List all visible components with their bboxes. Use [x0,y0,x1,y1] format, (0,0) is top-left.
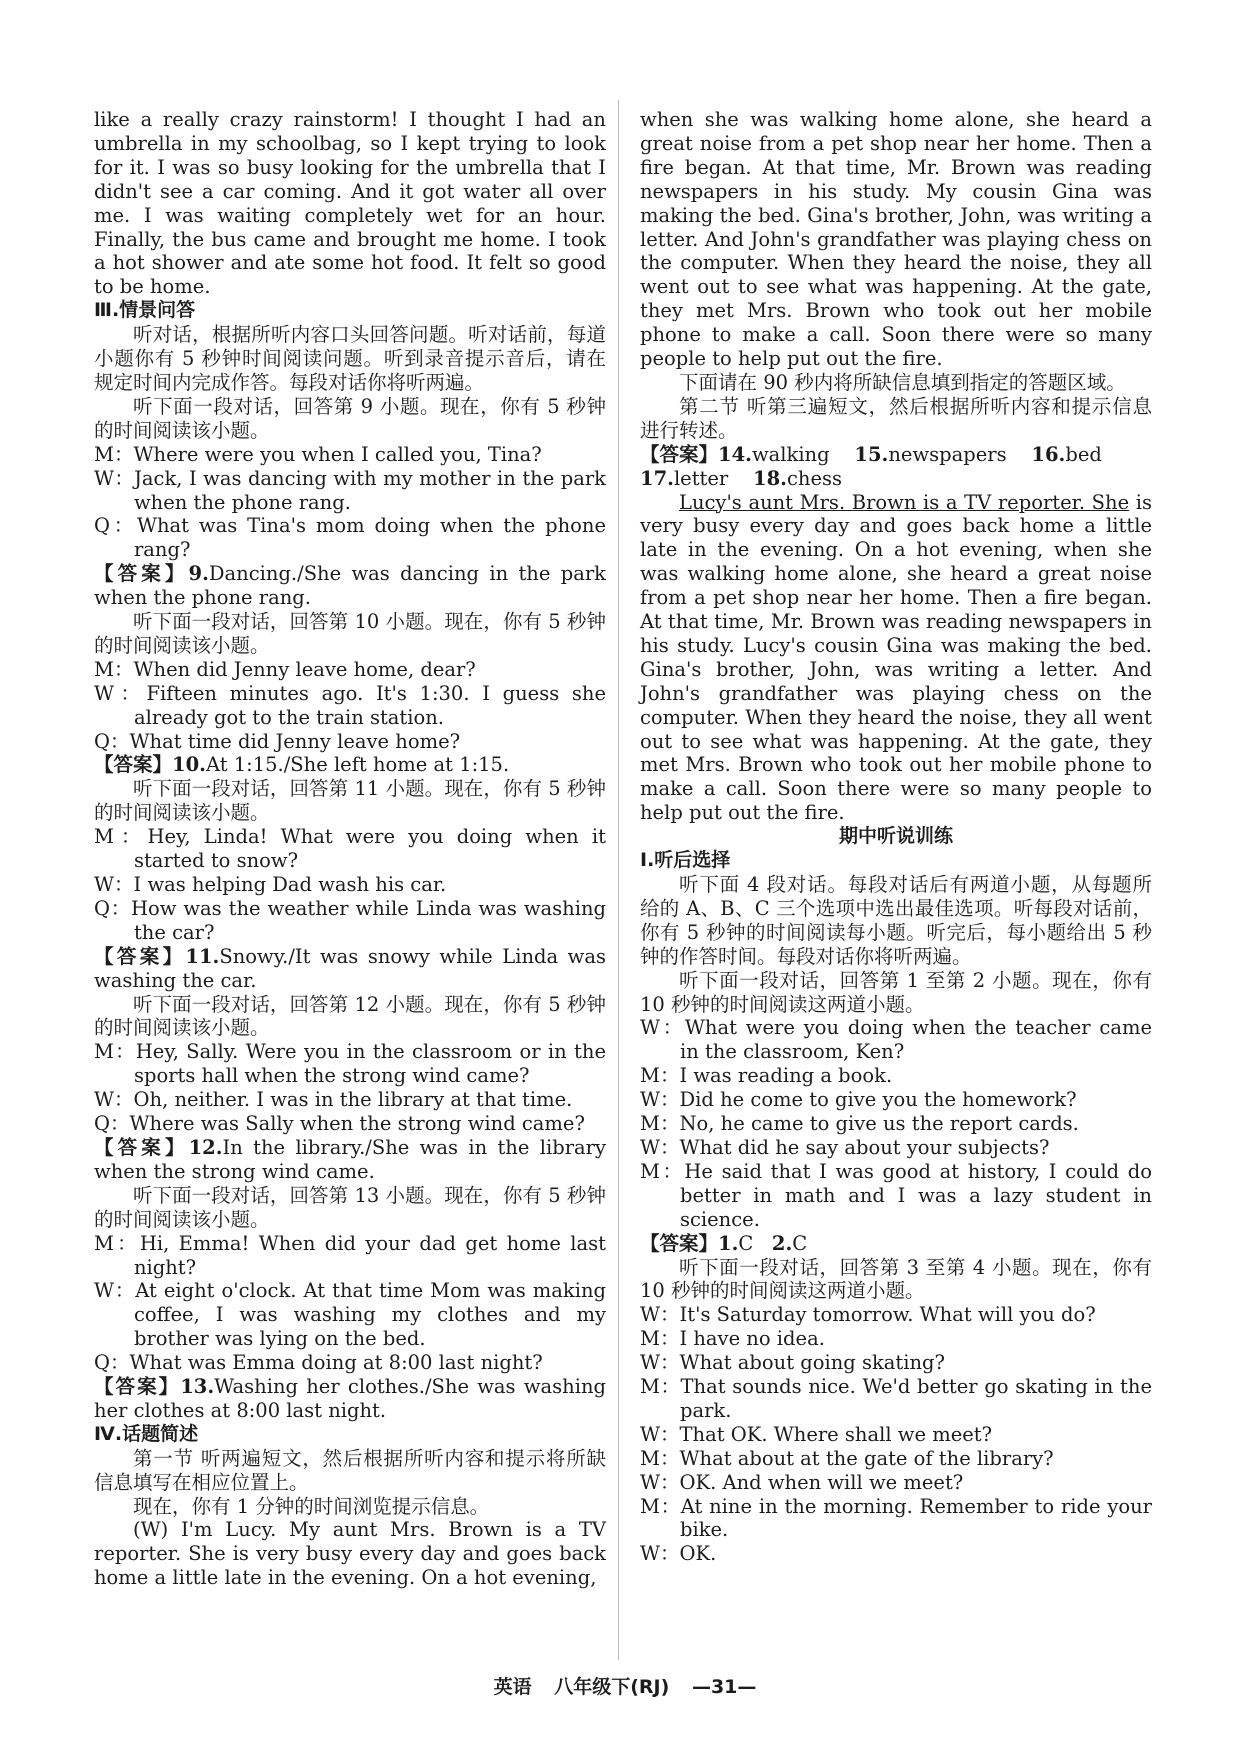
q12-line-w: W：Oh, neither. I was in the library at that time. [94,1088,573,1112]
answer-number: 11. [185,944,220,968]
answer-number: 16. [1031,442,1066,466]
answer-number: 9. [188,562,209,586]
answer-text: chess [786,466,843,490]
answer-text: newspapers [888,442,1007,466]
answer-number: 14. [718,442,752,466]
dialog2-line: W：What about going skating? [640,1351,945,1375]
answer-text: letter [673,466,729,490]
q11-line-m: M：Hey, Linda! What were you doing when it started to snow? [94,825,606,873]
q11-prompt: 听下面一段对话，回答第 11 小题。现在，你有 5 秒钟的时间阅读该小题。 [94,777,606,825]
footer-grade: 八年级下(RJ) [554,1676,670,1698]
answer-label: 【答案】 [640,442,719,466]
q9-prompt: 听下面一段对话，回答第 9 小题。现在，你有 5 秒钟的时间阅读该小题。 [94,394,606,442]
answer-text: At 1:15./She left home at 1:15. [205,753,510,777]
section-1-instructions: 听下面 4 段对话。每段对话后有两道小题，从每题所给的 A、B、C 三个选项中选出最佳选项。听每段对话前，你有 5 秒钟的时间阅读每小题。听完后，每小题给出 5 秒钟的作答时间。每段对话你将听两遍。 [640,873,1152,968]
q13-line-w: W：At eight o'clock. At that time Mom was making coffee, I was washing my clothes and my brother was lying on the bed. [94,1279,606,1351]
q10-line-q: Q：What time did Jenny leave home? [94,729,461,753]
dialog2-line: W：That OK. Where shall we meet? [640,1422,993,1446]
answer-text: Dancing./She was dancing in the park when the phone rang. [94,562,606,610]
part2-instructions: 第二节 听第三遍短文，然后根据所听内容和提示信息进行转述。 [640,394,1152,442]
dialog1-line: M：I was reading a book. [640,1064,893,1088]
left-column [94,108,606,1590]
dialog2-line: M：At nine in the morning. Remember to ride your bike. [640,1494,1152,1542]
answer-label: 【答案】 [640,1231,719,1255]
retell-paragraph [640,491,1152,826]
section-4-part1: 第一节 听两遍短文，然后根据所听内容和提示将所缺信息填写在相应位置上。 [94,1446,606,1494]
dialog1-line: W：What did he say about your subjects? [640,1135,1050,1159]
answer-label: 【答案】 [94,1375,181,1399]
dialog2-line: M：What about at the gate of the library? [640,1446,1054,1470]
midterm-title: 期中听说训练 [838,825,953,848]
answer-text: walking [751,442,830,466]
q9-line-m: M：Where were you when I called you, Tina? [94,442,542,466]
dialog1-line: M：No, he came to give us the report cards. [640,1112,1079,1136]
q9-line-w: W：Jack, I was dancing with my mother in the park when the phone rang. [94,466,606,514]
q13-prompt: 听下面一段对话，回答第 13 小题。现在，你有 5 秒钟的时间阅读该小题。 [94,1183,606,1231]
dialog1-answer [640,1232,1152,1256]
q13-line-m: M：Hi, Emma! When did your dad get home last night? [94,1231,606,1279]
section-1-title: Ⅰ.听后选择 [640,849,731,872]
q12-line-q: Q：Where was Sally when the strong wind came? [94,1112,585,1136]
q11-line-q: Q：How was the weather while Linda was washing the car? [94,896,606,944]
answer-number: 18. [753,466,787,490]
fill-instructions: 下面请在 90 秒内将所缺信息填到指定的答题区域。 [679,370,1126,394]
q12-line-m: M：Hey, Sally. Were you in the classroom or in the sports hall when the strong wind came? [94,1040,606,1088]
column-divider [618,100,619,1660]
dialog1-line: W：What were you doing when the teacher came in the classroom, Ken? [640,1016,1152,1064]
answer-label: 【答案】 [94,753,173,777]
dialog1-line: M：He said that I was good at history, I could do better in math and I was a lazy student in science. [640,1159,1152,1231]
dialog2-line: W：OK. [640,1542,717,1566]
page-number: —31— [691,1676,757,1698]
retell-text: is very busy every day and goes back home a little late in the evening. On a hot evening, when she was walking home alone, she heard a great noise from a pet shop near her home. Then a fire began. At that time, Mr. Brown was reading newspapers in his study. Lucy's cousin Gina was making the bed. Gina's brother, John, was writing a letter. And John's grandfather was playing chess on the computer. When they heard the noise, they all went out to see what was happening. At the gate, they met Mrs. Brown who took out her mobile phone to make a call. Soon there were so many people to help put out the fire. [640,490,1152,825]
section-3-instructions: 听对话，根据所听内容口头回答问题。听对话前，每道小题你有 5 秒钟时间阅读问题。听到录音提示音后，请在规定时间内完成作答。每段对话你将听两遍。 [94,323,606,394]
right-column [640,108,1152,1566]
listening-text-continued: when she was walking home alone, she heard a great noise from a pet shop near her home. Then a fire began. At that time, Mr. Brown was reading newspapers in his study. My cousin Gina was making the bed. Gina's brother, John, was writing a letter. And John's grandfather was playing chess on the computer. When they heard the noise, they all went out to see what was happening. At the gate, they met Mrs. Brown who took out her mobile phone to make a call. Soon there were so many people to help put out the fire. [640,108,1152,371]
answer-label: 【答案】 [94,1135,189,1159]
dialog2-line: W：It's Saturday tomorrow. What will you do? [640,1303,1096,1327]
story-paragraph: like a really crazy rainstorm! I thought I had an umbrella in my schoolbag, so I kept trying to look for it. I was so busy looking for the umbrella that I didn't see a car coming. And it got water all over me. I was waiting completely wet for an hour. Finally, the bus came and brought me home. I took a hot shower and ate some hot food. It felt so good to be home. [94,108,606,299]
answer-number: 2. [771,1231,793,1255]
answer-text: In the library./She was in the library when the strong wind came. [94,1135,606,1183]
q12-answer [94,1136,606,1184]
answer-number: 1. [718,1231,739,1255]
section-4-title: Ⅳ.话题简述 [94,1422,199,1445]
q13-line-q: Q：What was Emma doing at 8:00 last night? [94,1351,543,1375]
answer-text: C [792,1231,808,1255]
dialog2-line: M：That sounds nice. We'd better go skating in the park. [640,1375,1152,1422]
footer-subject: 英语 [493,1676,532,1698]
answer-number: 10. [172,753,206,777]
q11-line-w: W：I was helping Dad wash his car. [94,873,447,896]
q10-answer [94,753,606,777]
retell-first-line: Lucy's aunt Mrs. Brown is a TV reporter. She [679,490,1130,514]
answer-text: bed [1065,442,1102,466]
q9-answer [94,562,606,610]
listening-text-start: (W) I'm Lucy. My aunt Mrs. Brown is a TV reporter. She is very busy every day and goes back home a little late in the evening. On a hot evening, [94,1518,606,1590]
dialog2-line: M：I have no idea. [640,1327,825,1351]
answer-number: 17. [640,466,674,490]
dialog1-prompt: 听下面一段对话，回答第 1 至第 2 小题。现在，你有 10 秒钟的时间阅读这两道小题。 [640,968,1152,1016]
q12-prompt: 听下面一段对话，回答第 12 小题。现在，你有 5 秒钟的时间阅读该小题。 [94,992,606,1040]
answer-number: 12. [188,1135,223,1159]
dialog1-line: W：Did he come to give you the homework? [640,1088,1077,1112]
answer-text: Snowy./It was snowy while Linda was washing the car. [94,944,606,992]
answer-number: 15. [854,442,889,466]
dialog2-prompt: 听下面一段对话，回答第 3 至第 4 小题。现在，你有 10 秒钟的时间阅读这两道小题。 [640,1255,1152,1303]
dialog2-line: W：OK. And when will we meet? [640,1470,964,1494]
answer-text: C [738,1231,754,1255]
section-4-time: 现在，你有 1 分钟的时间浏览提示信息。 [133,1494,490,1518]
answers-14-18 [640,443,1152,491]
q13-answer [94,1375,606,1423]
q9-line-q: Q：What was Tina's mom doing when the phone rang? [94,514,606,562]
answer-text: Washing her clothes./She was washing her clothes at 8:00 last night. [94,1375,606,1422]
section-3-title: Ⅲ.情景问答 [94,299,196,322]
q10-line-m: M：When did Jenny leave home, dear? [94,657,476,681]
q10-prompt: 听下面一段对话，回答第 10 小题。现在，你有 5 秒钟的时间阅读该小题。 [94,610,606,657]
q11-answer [94,945,606,993]
page-footer [0,1672,1250,1699]
answer-label: 【答案】 [94,944,186,968]
answer-label: 【答案】 [94,562,189,586]
answer-number: 13. [180,1375,215,1399]
q10-line-w: W：Fifteen minutes ago. It's 1:30. I guess she already got to the train station. [94,681,606,729]
